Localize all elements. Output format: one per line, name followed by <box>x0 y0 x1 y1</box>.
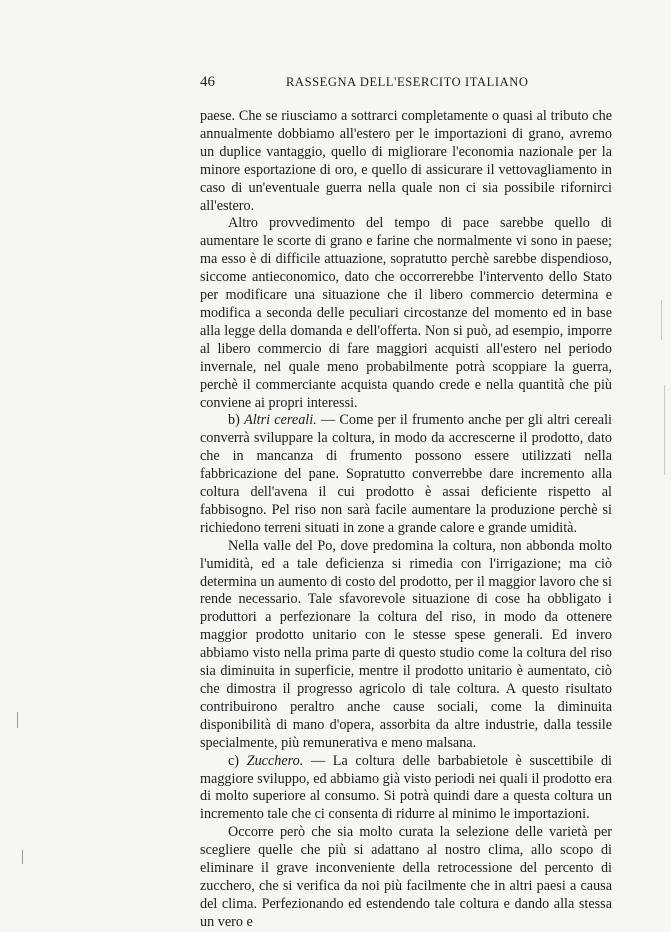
scan-edge-mark <box>22 850 23 864</box>
section-heading: Altri cereali. <box>244 412 317 429</box>
section-letter: b) <box>228 412 245 429</box>
body-text <box>200 108 612 932</box>
paragraph-4 <box>200 538 612 753</box>
page-number: 46 <box>200 74 215 90</box>
paragraph-5 <box>200 753 612 825</box>
paragraph-1 <box>200 108 612 215</box>
scan-edge-mark <box>17 712 18 728</box>
paragraph-text: Nella valle del Po, dove predomina la coltura, non abbonda molto l'umidità, ed a tale deficienza si rimedia con l'irrigazione; ma ciò determina un aumento di costo del prodotto, per il maggior lavoro che si rende necessario. Tale sfavorevole situazione di cose ha obbligato i produttori a perfezionare la coltura del riso, in modo da ottenere maggior prodotto unitario con le stesse spese generali. Ed invero abbiamo visto nella prima parte di questo studio come la coltura del riso sia diminuita in superficie, mentre il prodotto unitario è aumentato, ciò che dimostra il progresso agricolo di tale coltura. A questo risultato contribuirono peraltro anche cause sociali, come la diminuita disponibilità di mano d'opera, assorbita da altre industrie, dalla tessile specialmente, più remunerativa e meno malsana. <box>200 537 612 751</box>
section-heading: Zucchero. <box>246 752 304 769</box>
paragraph-text: — La coltura delle barbabietole è suscettibile di maggiore sviluppo, ed abbiamo già visto periodi nei quali il prodotto era di molto superiore al consumo. Si potrà quindi dare a questa coltura un incremento tale che ci consenta di ridurre al minimo le importazioni. <box>200 752 612 823</box>
paragraph-text: Occorre però che sia molto curata la selezione delle varietà per scegliere quelle che più si adattano al nostro clima, allo scopo di eliminare il grave inconveniente della retrocessione del percento di zucchero, che si verifica da noi più facilmente che in altri paesi a causa del clima. Perfezionando ed estendendo tale coltura e dando alla stessa un vero e <box>200 824 612 930</box>
paragraph-text: Altro provvedimento del tempo di pace sarebbe quello di aumentare le scorte di grano e farine che normalmente vi sono in paese; ma esso è di difficile attuazione, sopratutto perchè sarebbe dispendioso, siccome antieconomico, dato che occorrerebbe l'intervento dello Stato per modificare una situazione che il libero commercio determina e modifica a seconda delle peculiari circostanze del momento ed in base alla legge della domanda e dell'offerta. Non si può, ad esempio, imporre al libero commercio di fare maggiori acquisti all'estero nel periodo invernale, nel quale meno probabilmente potrà scoppiare la guerra, perchè il commerciante acquista quando crede e nella quantità che più conviene ai propri interessi. <box>200 215 612 411</box>
running-title: RASSEGNA DELL'ESERCITO ITALIANO <box>286 75 529 89</box>
paragraph-2 <box>200 215 612 412</box>
scan-edge-mark <box>664 385 665 475</box>
paragraph-3 <box>200 412 612 537</box>
paragraph-text: — Come per il frumento anche per gli altri cereali converrà sviluppare la coltura, in modo da accrescerne il prodotto, dato che in mancanza di frumento possono essere utilizzati nella fabbricazione del pane. Sopratutto converrebbe dare incremento alla coltura dell'avena il cui prodotto è assai deficiente rispetto al fabbisogno. Pel riso non sarà facile aumentare la produzione perchè si richiedono terreni situati in zone a grande calore e grande umidità. <box>200 412 612 536</box>
paragraph-text: paese. Che se riusciamo a sottrarci completamente o quasi al tributo che annualmente dobbiamo all'estero per le importazioni di grano, avremo un duplice vantaggio, quello di migliorare l'economia nazionale per la minore esportazione di oro, e quello di assicurare il vettovagliamento in caso di un'eventuale guerra nella quale non ci sia possibile rifornirci all'estero. <box>200 108 612 214</box>
section-letter: c) <box>228 752 247 769</box>
page-header <box>200 74 612 94</box>
paragraph-6 <box>200 824 612 931</box>
scan-edge-mark <box>661 300 662 340</box>
